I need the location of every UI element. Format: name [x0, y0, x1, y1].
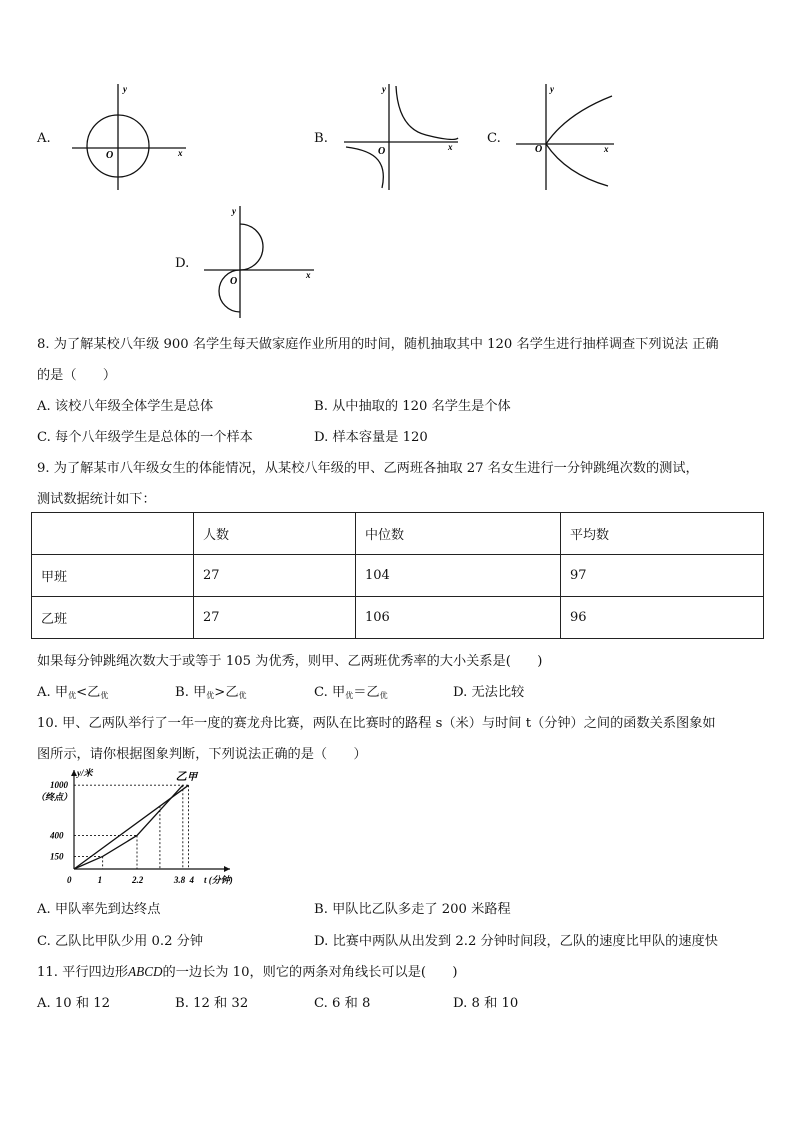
- table-cell: 97: [561, 555, 764, 597]
- x-tick-label: 1: [97, 875, 103, 885]
- svg-text:y: y: [382, 84, 386, 94]
- q7-option-a-label: A.: [37, 131, 51, 146]
- q8-stem-line2: 的是（ ）: [37, 368, 117, 383]
- series-label-yi: 乙: [175, 771, 187, 784]
- table-header-cell: 平均数: [561, 513, 764, 555]
- series-label-jia: 甲: [187, 772, 198, 784]
- q7-option-c-label: C.: [487, 131, 501, 146]
- table-cell: 27: [194, 555, 356, 597]
- table-row: [32, 555, 764, 597]
- q10-stem-line2: 图所示，请你根据图象判断，下列说法正确的是（ ）: [37, 747, 367, 762]
- y-tick-label: 150: [50, 851, 64, 862]
- q7-graph-d: [200, 200, 320, 320]
- q8-stem-line1: 8. 为了解某校八年级 900 名学生每天做家庭作业所用的时间，随机抽取其中 120 名学生进行抽样调查下列说法 正确: [37, 337, 719, 352]
- svg-text:x: x: [448, 142, 453, 152]
- svg-text:y: y: [232, 206, 236, 216]
- table-header-cell: [32, 513, 194, 555]
- table-header-cell: 人数: [194, 513, 356, 555]
- svg-text:O: O: [535, 144, 543, 155]
- x-tick-label: 4: [189, 875, 195, 885]
- q10-option-d[interactable]: D. 比赛中两队从出发到 2.2 分钟时间段，乙队的速度比甲队的速度快: [314, 934, 718, 949]
- q8-option-c[interactable]: C. 每个八年级学生是总体的一个样本: [37, 430, 253, 445]
- x-tick-label: 3.8: [173, 875, 186, 885]
- q9-option-d[interactable]: D. 无法比较: [453, 685, 525, 700]
- svg-text:x: x: [306, 270, 311, 280]
- q8-option-d[interactable]: D. 样本容量是 120: [314, 430, 428, 445]
- origin-label: 0: [67, 875, 72, 885]
- q11-option-a[interactable]: A. 10 和 12: [37, 996, 111, 1011]
- q7-option-b-label: B.: [314, 131, 328, 146]
- q9-option-b[interactable]: B. 甲$_优$>乙$_优$: [175, 685, 247, 700]
- svg-text:y: y: [550, 84, 554, 94]
- q7a-origin-label: O: [106, 150, 114, 161]
- table-row: [32, 597, 764, 639]
- q7-graph-c: [512, 80, 622, 192]
- table-cell: 96: [561, 597, 764, 639]
- x-axis-label: t (分钟): [204, 875, 233, 885]
- q9-stem-line2: 测试数据统计如下：: [37, 492, 156, 507]
- table-cell: 甲班: [32, 555, 194, 597]
- y-tick-label: 400: [50, 830, 64, 841]
- svg-text:x: x: [604, 144, 609, 154]
- table-header-cell: 中位数: [356, 513, 561, 555]
- q9-stem-line1: 9. 为了解某市八年级女生的体能情况，从某校八年级的甲、乙两班各抽取 27 名女生进行一分钟跳绳次数的测试，: [37, 461, 699, 476]
- q10-race-chart: [30, 764, 250, 890]
- q7-graph-b: [340, 80, 465, 192]
- q10-option-a[interactable]: A. 甲队率先到达终点: [37, 902, 161, 917]
- y-axis-label: y/米: [77, 768, 93, 778]
- y-tick-label: 1000: [50, 780, 68, 791]
- table-cell: 106: [356, 597, 561, 639]
- q10-stem-line1: 10. 甲、乙两队举行了一年一度的赛龙舟比赛，两队在比赛时的路程 s（米）与时间 t（分钟）之间的函数关系图象如: [37, 716, 716, 731]
- table-cell: 104: [356, 555, 561, 597]
- q10-option-c[interactable]: C. 乙队比甲队少用 0.2 分钟: [37, 934, 204, 949]
- x-axis-arrow: [224, 866, 230, 872]
- q9-followup: 如果每分钟跳绳次数大于或等于 105 为优秀，则甲、乙两班优秀率的大小关系是( ): [37, 654, 543, 669]
- q7-graph-a: [68, 80, 193, 192]
- q9-option-c[interactable]: C. 甲$_优$＝乙$_优$: [314, 685, 388, 700]
- q10-option-b[interactable]: B. 甲队比乙队多走了 200 米路程: [314, 902, 511, 917]
- table-cell: 27: [194, 597, 356, 639]
- table-cell: 乙班: [32, 597, 194, 639]
- q11-option-b[interactable]: B. 12 和 32: [175, 996, 249, 1011]
- svg-text:O: O: [378, 146, 386, 157]
- q7-option-d-label: D.: [175, 256, 190, 271]
- q8-option-b[interactable]: B. 从中抽取的 120 名学生是个体: [314, 399, 511, 414]
- q11-option-d[interactable]: D. 8 和 10: [453, 996, 519, 1011]
- q11-option-c[interactable]: C. 6 和 8: [314, 996, 371, 1011]
- q9-option-a[interactable]: A. 甲$_优$<乙$_优$: [37, 685, 109, 700]
- q7a-x-label: x: [178, 148, 183, 158]
- q11-stem: 11. 平行四边形ABCD的一边长为 10，则它的两条对角线长可以是( ): [37, 964, 458, 980]
- y-annotation: （终点）: [36, 792, 73, 803]
- q7a-y-label: y: [123, 84, 127, 94]
- q9-stats-table: [31, 512, 764, 639]
- x-tick-label: 2.2: [132, 875, 144, 885]
- table-header-row: [32, 513, 764, 555]
- svg-text:O: O: [230, 276, 238, 287]
- q8-option-a[interactable]: A. 该校八年级全体学生是总体: [37, 399, 214, 414]
